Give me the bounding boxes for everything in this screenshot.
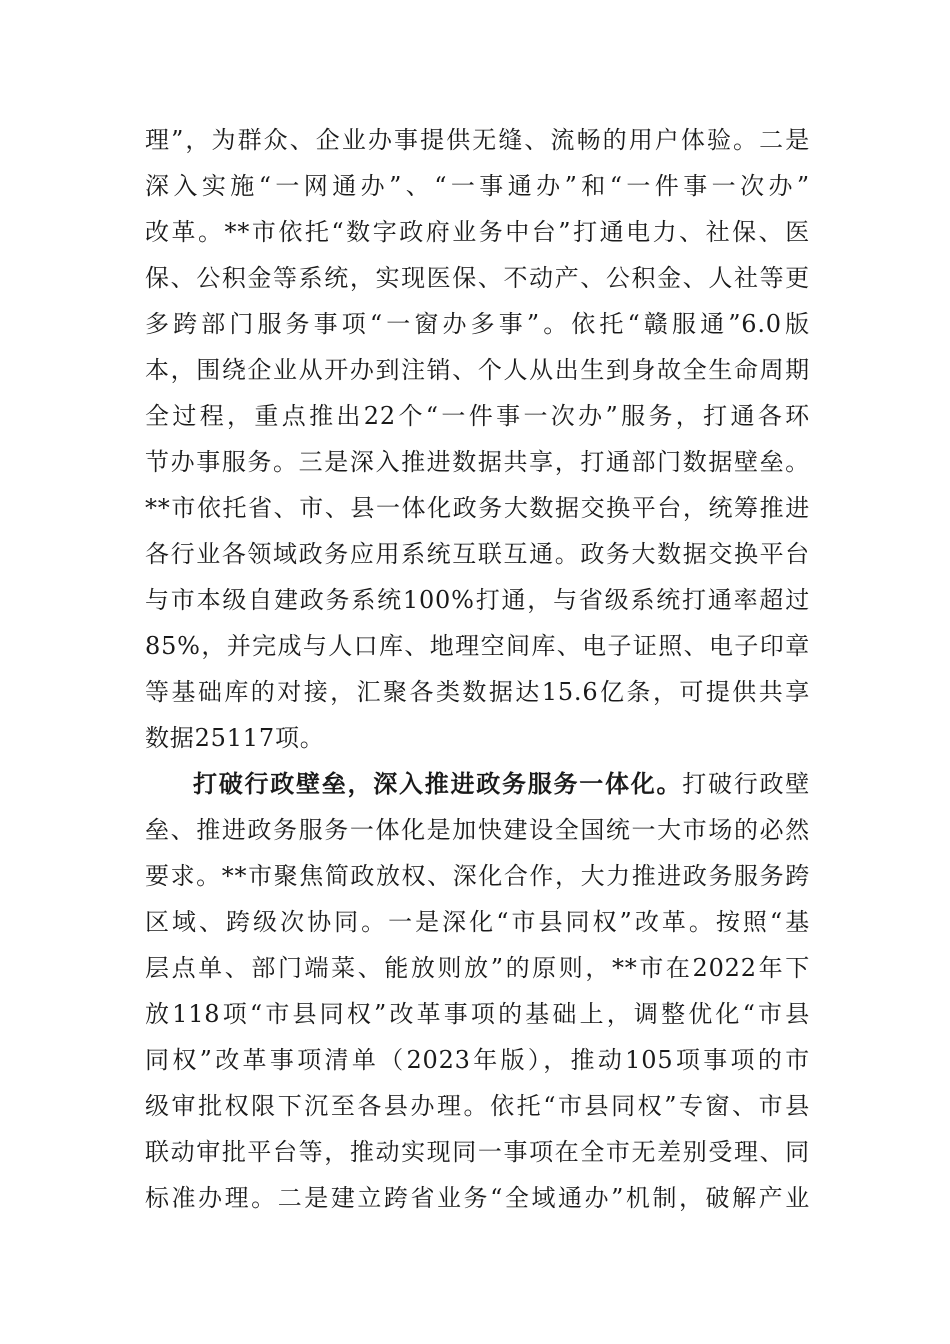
text-line: 等基础库的对接，汇聚各类数据达15.6亿条，可提供共享 — [145, 678, 810, 706]
text-line: 区域、跨级次协同。一是深化“市县同权”改革。按照“基 — [145, 908, 810, 936]
text-line: 节办事服务。三是深入推进数据共享，打通部门数据壁垒。 — [145, 448, 810, 476]
paragraph-first-line — [193, 767, 810, 801]
paragraph-heading: 打破行政壁垒，深入推进政务服务一体化。 — [193, 770, 683, 798]
text-line: 联动审批平台等，推动实现同一事项在全市无差别受理、同 — [145, 1138, 810, 1166]
text-line: 多跨部门服务事项“一窗办多事”。依托“赣服通”6.0版 — [145, 310, 810, 338]
text-line: 级审批权限下沉至各县办理。依托“市县同权”专窗、市县 — [145, 1092, 810, 1120]
text-line: 标准办理。二是建立跨省业务“全域通办”机制，破解产业 — [145, 1184, 810, 1212]
text-line: 层点单、部门端菜、能放则放”的原则，**市在2022年下 — [145, 954, 810, 982]
text-line: 本，围绕企业从开办到注销、个人从出生到身故全生命周期 — [145, 356, 810, 384]
text-line: 深入实施“一网通办”、“一事通办”和“一件事一次办” — [145, 172, 810, 200]
text-line: **市依托省、市、县一体化政务大数据交换平台，统筹推进 — [145, 494, 810, 522]
text-line: 85%，并完成与人口库、地理空间库、电子证照、电子印章 — [145, 632, 810, 660]
paragraph-first-line-rest: 打破行政壁 — [682, 770, 811, 798]
text-line: 改革。**市依托“数字政府业务中台”打通电力、社保、医 — [145, 218, 810, 246]
text-line: 数据25117项。 — [145, 724, 325, 752]
text-line: 各行业各领域政务应用系统互联互通。政务大数据交换平台 — [145, 540, 810, 568]
text-line: 全过程，重点推出22个“一件事一次办”服务，打通各环 — [145, 402, 810, 430]
text-line: 保、公积金等系统，实现医保、不动产、公积金、人社等更 — [145, 264, 810, 292]
text-line: 放118项“市县同权”改革事项的基础上，调整优化“市县 — [145, 1000, 810, 1028]
text-line: 要求。**市聚焦简政放权、深化合作，大力推进政务服务跨 — [145, 862, 810, 890]
text-line: 垒、推进政务服务一体化是加快建设全国统一大市场的必然 — [145, 816, 810, 844]
text-line: 理”，为群众、企业办事提供无缝、流畅的用户体验。二是 — [145, 126, 810, 154]
text-line: 同权”改革事项清单（2023年版），推动105项事项的市 — [145, 1046, 810, 1074]
text-line: 与市本级自建政务系统100%打通，与省级系统打通率超过 — [145, 586, 810, 614]
